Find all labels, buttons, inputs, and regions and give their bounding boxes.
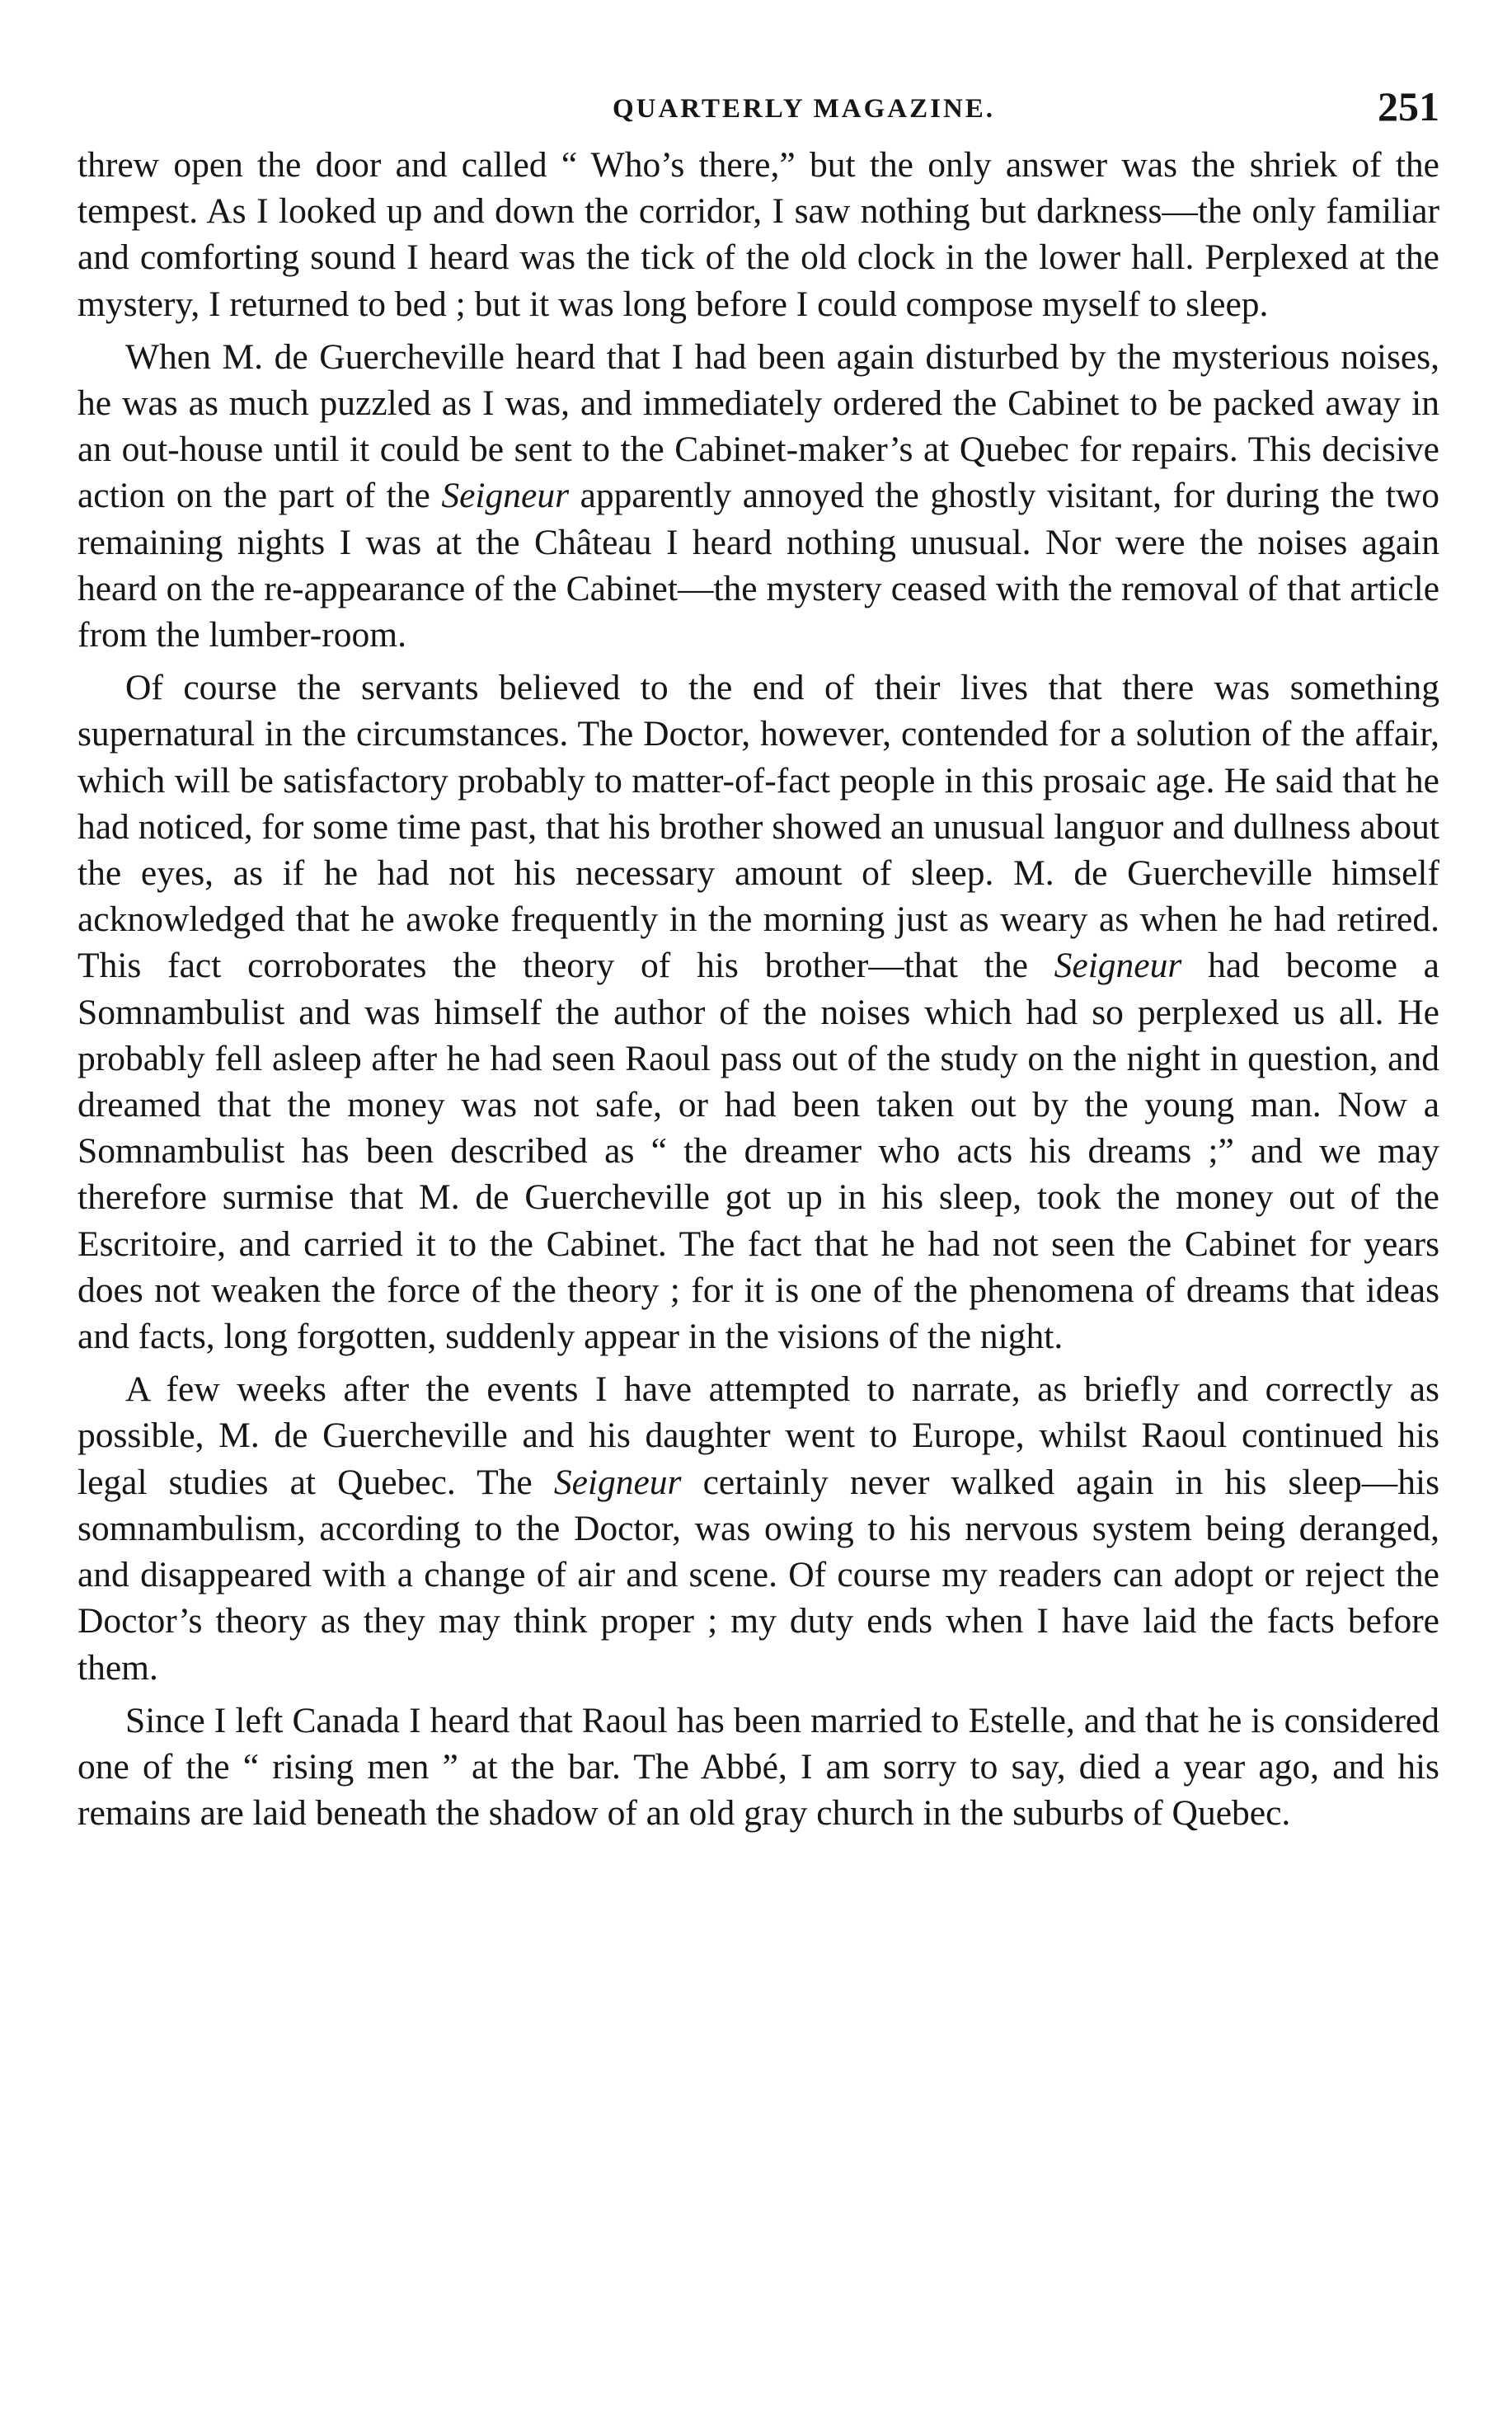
article-body — [77, 142, 1439, 1836]
running-head: QUARTERLY MAGAZINE. — [612, 94, 996, 124]
italic-text: Seigneur — [553, 1462, 682, 1502]
text-segment: A few weeks after the events I have attempted to narrate, as briefly and correctly as possible, M. de Guercheville and his daughter went to Europe, whilst Raoul continued his legal studies at Quebec. The — [77, 1369, 1439, 1502]
paragraph — [77, 142, 1439, 327]
text-segment: When M. de Guercheville heard that I had been again disturbed by the mysterious noises, he was as much puzzled as I was, and immediately ordered the Cabinet to be packed away in an out-house until it could be sent to the Cabinet-maker’s at Quebec for repairs. This decisive action on the part of the — [77, 336, 1439, 516]
italic-text: Seigneur — [1054, 946, 1182, 986]
paragraph — [77, 665, 1439, 1360]
text-segment: Of course the servants believed to the end of their lives that there was something supernatural in the circumstances. The Doctor, however, contended for a solution of the affair, which will be satisfactory probably to matter-of-fact people in this prosaic age. He said that he had noticed, for some time past, that his brother showed an unusual languor and dullness about the eyes, as if he had not his necessary amount of sleep. M. de Guercheville himself acknowledged that he awoke frequently in the morning just as weary as when he had retired. This fact corroborates the theory of his brother—that the — [77, 668, 1439, 986]
paragraph — [77, 1366, 1439, 1690]
text-segment: threw open the door and called “ Who’s there,” but the only answer was the shriek of the tempest. As I looked up and down the corridor, I saw nothing but darkness—the only familiar and comforting sound I heard was the tick of the old clock in the lower hall. Perplexed at the mystery, I returned to bed ; but it was long before I could compose myself to sleep. — [77, 145, 1439, 324]
text-segment: had become a Somnambulist and was himself the author of the noises which had so perplexed us all. He probably fell asleep after he had seen Raoul pass out of the study on the night in question, and dreamed that the money was not safe, or had been taken out by the young man. Now a Somnambulist has been described as “ the dreamer who acts his dreams ;” and we may therefore surmise that M. de Guercheville got up in his sleep, took the money out of the Escritoire, and carried it to the Cabinet. The fact that he had not seen the Cabinet for years does not weaken the force of the theory ; for it is one of the phenomena of dreams that ideas and facts, long forgotten, suddenly appear in the visions of the night. — [77, 946, 1439, 1357]
page-header — [77, 82, 1439, 142]
page — [77, 82, 1439, 1843]
page-number: 251 — [1378, 83, 1439, 129]
text-segment: certainly never walked again in his sleep—his somnambulism, according to the Doctor, was owing to his nervous system being deranged, and disappeared with a change of air and scene. Of course my readers can adopt or reject the Doctor’s theory as they may think proper ; my duty ends when I have laid the facts before them. — [77, 1462, 1439, 1688]
text-segment: Since I left Canada I heard that Raoul has been married to Estelle, and that he is considered one of the “ rising men ” at the bar. The Abbé, I am sorry to say, died a year ago, and his remains are laid beneath the shadow of an old gray church in the suburbs of Quebec. — [77, 1700, 1439, 1834]
italic-text: Seigneur — [441, 476, 570, 516]
text-segment: apparently annoyed the ghostly visitant, for during the two remaining nights I was at the Château I heard nothing unusual. Nor were the noises again heard on the re-appearance of the Cabinet—the mystery ceased with the removal of that article from the lumber-room. — [77, 476, 1439, 655]
paragraph — [77, 334, 1439, 658]
paragraph — [77, 1698, 1439, 1837]
